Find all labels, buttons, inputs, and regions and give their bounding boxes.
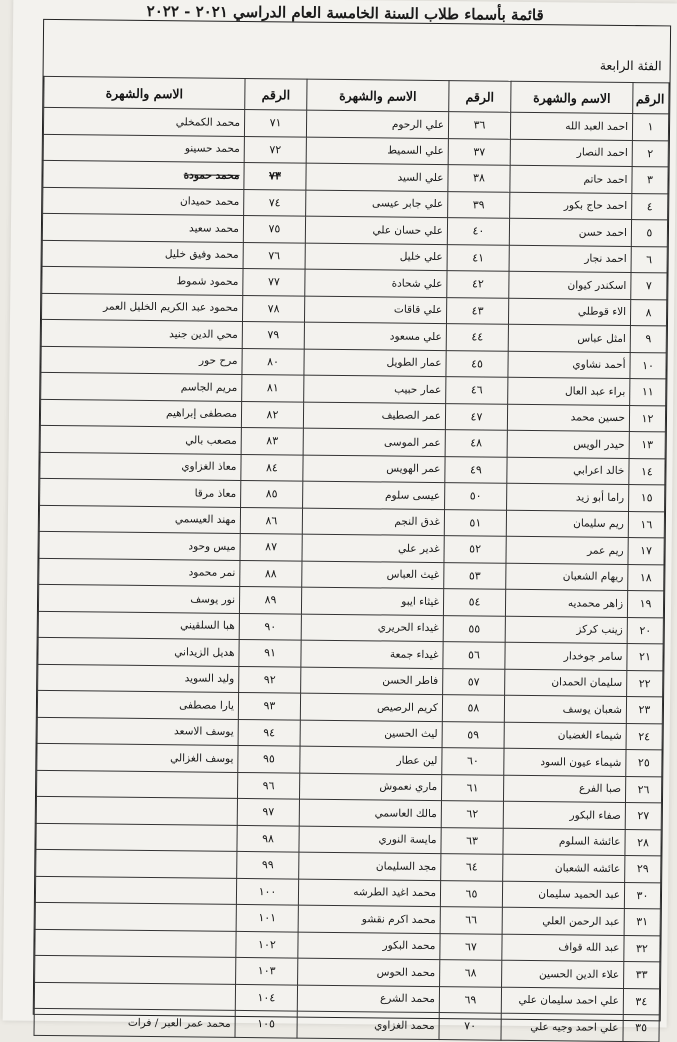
header-name: الاسم والشهرة — [511, 81, 633, 113]
student-name: علي احمد سليمان علي — [501, 987, 623, 1015]
student-name: محمد سعيد — [42, 213, 243, 242]
student-name: احمد النصار — [510, 139, 632, 167]
student-number: ٤٣ — [446, 297, 508, 324]
student-number: ٣ — [632, 167, 668, 194]
student-number: ٧٢ — [244, 136, 306, 163]
student-number: ١٠٤ — [235, 984, 297, 1011]
student-number: ١٠٣ — [236, 957, 298, 984]
student-number: ٨٤ — [241, 454, 303, 481]
student-number: ٩٠ — [239, 613, 301, 640]
student-number: ٣٣ — [624, 961, 660, 988]
student-name: علي خليل — [305, 243, 447, 271]
student-number: ٨٢ — [241, 401, 303, 428]
student-number: ٣٩ — [448, 191, 510, 218]
student-number: ٢٩ — [625, 856, 661, 883]
student-name: براء عبد العال — [508, 377, 630, 405]
student-number: ٨١ — [242, 374, 304, 401]
student-number: ١٩ — [627, 591, 663, 618]
student-number: ٤٥ — [446, 350, 508, 377]
student-name: امثل عباس — [508, 324, 630, 352]
student-number: ٦٣ — [441, 827, 503, 854]
header-number: الرقم — [633, 83, 669, 114]
student-name: أحمد نشاوي — [508, 351, 630, 379]
student-name: مجد السليمان — [299, 852, 441, 880]
student-name: احمد حاتم — [510, 165, 632, 193]
student-number: ٣٥ — [623, 1014, 659, 1041]
student-name: غيداء جمعة — [301, 640, 443, 668]
student-number: ٩٢ — [239, 666, 301, 693]
student-name: عبد الله قواف — [502, 934, 624, 962]
student-name: مرح حور — [41, 346, 242, 375]
student-number: ١٠٢ — [236, 931, 298, 958]
student-number: ١٣ — [629, 432, 665, 459]
student-name — [35, 955, 236, 984]
header-number: الرقم — [449, 81, 511, 113]
student-number: ٩٧ — [237, 798, 299, 825]
student-name: عمر الموسى — [303, 428, 445, 456]
student-name: احمد حسن — [509, 218, 631, 246]
student-name: ريم سليمان — [506, 510, 628, 538]
student-name: مايسة النوري — [299, 826, 441, 854]
student-number: ٩٦ — [237, 772, 299, 799]
student-number: ٥٨ — [442, 695, 504, 722]
student-name: فاطر الحسن — [301, 667, 443, 695]
student-name: صبا الفرع — [503, 775, 625, 803]
student-name: عائشة السلوم — [503, 828, 625, 856]
student-name: غيداء الحريري — [301, 614, 443, 642]
group-label: الفئة الرابعة — [599, 57, 662, 74]
student-number: ١٠ — [630, 352, 666, 379]
student-number: ٤٤ — [446, 324, 508, 351]
student-name — [34, 982, 235, 1011]
student-name: علي حسان علي — [305, 216, 447, 244]
student-name: زينب كركز — [505, 616, 627, 644]
student-name: علي جابر عيسى — [306, 190, 448, 218]
student-name: محمد اغيد الطرشه — [298, 879, 440, 907]
student-name — [35, 902, 236, 931]
student-name: غدق النجم — [302, 508, 444, 536]
student-number: ٢٣ — [626, 697, 662, 724]
student-name: راما أبو زيد — [507, 483, 629, 511]
student-number: ٥٣ — [444, 562, 506, 589]
student-name: محي الدين جنيد — [41, 319, 242, 348]
student-number: ٤ — [632, 193, 668, 220]
student-name: علي قاقات — [304, 296, 446, 324]
student-number: ٨ — [630, 299, 666, 326]
student-name: علي شحادة — [305, 269, 447, 297]
student-name: عمر الصطيف — [303, 402, 445, 430]
student-number: ٩٣ — [238, 692, 300, 719]
student-name: علي السيد — [306, 163, 448, 191]
student-number: ٢ — [632, 140, 668, 167]
student-name: هديل الزيداني — [38, 637, 239, 666]
student-name: غيثاء ايبو — [301, 587, 443, 615]
student-number: ٤٩ — [445, 456, 507, 483]
student-name: يوسف الاسعد — [37, 717, 238, 746]
student-number: ٥٥ — [443, 615, 505, 642]
student-number: ٦٨ — [440, 960, 502, 987]
student-name: خالد اعرابي — [507, 457, 629, 485]
student-number: ٤١ — [447, 244, 509, 271]
student-number: ٢٢ — [627, 670, 663, 697]
student-number: ٢٦ — [625, 776, 661, 803]
student-number: ٩٨ — [237, 825, 299, 852]
student-number: ٦٥ — [440, 880, 502, 907]
student-name: زاهر محمديه — [505, 589, 627, 617]
student-list-sheet — [33, 19, 671, 1035]
student-name: يارا مصطفى — [37, 690, 238, 719]
student-name: عبد الرحمن العلي — [502, 907, 624, 935]
student-number: ٧٣ — [244, 162, 306, 189]
student-name: يوسف الغزالي — [37, 743, 238, 772]
student-number: ١٤ — [629, 458, 665, 485]
student-name: محمد عمر العبر / فرات — [34, 1008, 235, 1037]
student-number: ٢٠ — [627, 617, 663, 644]
student-number: ٢٤ — [626, 723, 662, 750]
student-name: علاء الدين الحسين — [502, 960, 624, 988]
student-number: ٥٩ — [442, 721, 504, 748]
student-number: ٧٠ — [439, 1013, 501, 1040]
student-name: الاء قوطلي — [508, 298, 630, 326]
student-name: عمر الهويس — [303, 455, 445, 483]
student-number: ١٨ — [628, 564, 664, 591]
student-number: ٣٧ — [448, 138, 510, 165]
student-number: ٨٥ — [241, 480, 303, 507]
student-name: محمد الكمخلي — [43, 107, 244, 136]
student-number: ١٠٠ — [236, 878, 298, 905]
student-number: ٦٧ — [440, 933, 502, 960]
student-number: ٣٨ — [448, 165, 510, 192]
student-name: نور يوسف — [38, 584, 239, 613]
student-number: ٦٢ — [441, 801, 503, 828]
student-name — [35, 929, 236, 958]
student-number: ٣٤ — [623, 988, 659, 1015]
student-name: مريم الجاسم — [41, 372, 242, 401]
student-name: نمر محمود — [39, 558, 240, 587]
student-number: ١٧ — [628, 538, 664, 565]
student-number: ٥١ — [444, 509, 506, 536]
student-number: ٥٧ — [443, 668, 505, 695]
student-name: محمد حسينو — [43, 134, 244, 163]
student-number: ٦ — [631, 246, 667, 273]
student-name: ماري نعموش — [299, 773, 441, 801]
student-number: ١٢ — [629, 405, 665, 432]
student-number: ٤٧ — [445, 403, 507, 430]
student-name: سامر جوخدار — [505, 642, 627, 670]
student-number: ٧٩ — [242, 321, 304, 348]
student-number: ٢٧ — [625, 803, 661, 830]
student-number: ٨٧ — [240, 533, 302, 560]
student-number: ٣٢ — [624, 935, 660, 962]
student-name: حسين محمد — [507, 404, 629, 432]
student-number: ٤٢ — [447, 271, 509, 298]
student-name: احمد العبد الله — [510, 112, 632, 140]
student-number: ٧٤ — [244, 189, 306, 216]
student-number: ٣٠ — [624, 882, 660, 909]
student-number: ٣٦ — [448, 112, 510, 139]
student-number: ١ — [632, 114, 668, 141]
student-name: كريم الرصيص — [300, 693, 442, 721]
student-name: ليث الحسين — [300, 720, 442, 748]
student-table — [34, 76, 670, 1042]
student-number: ٥٠ — [445, 483, 507, 510]
student-number: ٥٢ — [444, 536, 506, 563]
student-name: عائشه الشعبان — [503, 854, 625, 882]
student-number: ١٥ — [629, 485, 665, 512]
student-name: عبد الحميد سليمان — [502, 881, 624, 909]
header-name: الاسم والشهرة — [307, 79, 449, 111]
document-page — [3, 0, 677, 1035]
student-name: احمد نجار — [509, 245, 631, 273]
student-name: مهند العيسمي — [39, 505, 240, 534]
student-number: ٧١ — [244, 109, 306, 136]
header-name: الاسم والشهرة — [44, 76, 245, 109]
student-number: ١٦ — [628, 511, 664, 538]
student-name — [35, 876, 236, 905]
student-number: ٣١ — [624, 908, 660, 935]
student-number: ٦٠ — [442, 748, 504, 775]
student-name: حيدر الويس — [507, 430, 629, 458]
student-name: عيسى سلوم — [303, 481, 445, 509]
student-number: ٧ — [631, 273, 667, 300]
student-name: محمد حميدان — [43, 187, 244, 216]
student-number: ٢١ — [627, 644, 663, 671]
student-name — [37, 770, 238, 799]
student-name: محمد البكور — [298, 932, 440, 960]
student-number: ٧٨ — [242, 295, 304, 322]
student-number: ٤٨ — [445, 430, 507, 457]
student-name: سليمان الحمدان — [505, 669, 627, 697]
header-number: الرقم — [245, 78, 307, 110]
student-number: ٩١ — [239, 639, 301, 666]
student-number: ٩٤ — [238, 719, 300, 746]
student-name: محمد حمودة — [43, 160, 244, 189]
student-number: ٨٨ — [240, 560, 302, 587]
student-number: ٧٦ — [243, 242, 305, 269]
student-name: علي الرحوم — [306, 110, 448, 138]
student-name: مصعب بالي — [40, 425, 241, 454]
student-number: ١١ — [630, 379, 666, 406]
student-name: محمد الغزاوي — [297, 1011, 439, 1039]
student-name: غيث العباس — [302, 561, 444, 589]
student-number: ١٠٥ — [235, 1010, 297, 1037]
student-number: ٧٥ — [243, 215, 305, 242]
student-name: محمود شموط — [42, 266, 243, 295]
student-name — [36, 849, 237, 878]
student-name: محمود عبد الكريم الخليل العمر — [42, 293, 243, 322]
student-name: مصطفى إبراهيم — [40, 399, 241, 428]
student-number: ٨٩ — [239, 586, 301, 613]
student-name: ريم عمر — [506, 536, 628, 564]
student-name: وليد السويد — [38, 664, 239, 693]
student-number: ٢٨ — [625, 829, 661, 856]
student-number: ٤٦ — [446, 377, 508, 404]
student-name: صفاء البكور — [503, 801, 625, 829]
student-number: ٩٩ — [237, 851, 299, 878]
student-number: ٤٠ — [447, 218, 509, 245]
student-number: ٦٤ — [441, 854, 503, 881]
student-name: لين عطار — [300, 746, 442, 774]
student-name — [36, 796, 237, 825]
student-name: اسكندر كيوان — [509, 271, 631, 299]
student-name: عمار حبيب — [304, 375, 446, 403]
student-name: عمار الطويل — [304, 349, 446, 377]
student-name: شعبان يوسف — [504, 695, 626, 723]
student-name: ريهام الشعبان — [506, 563, 628, 591]
student-name: شيماء الغضبان — [504, 722, 626, 750]
student-number: ٨٠ — [242, 348, 304, 375]
student-name: احمد حاج بكور — [510, 192, 632, 220]
student-name: ميس وحود — [39, 531, 240, 560]
table-row — [34, 1008, 659, 1041]
student-name: علي السميط — [306, 137, 448, 165]
student-name — [36, 823, 237, 852]
student-name: هبا السلقيني — [38, 611, 239, 640]
student-name: محمد وفيق خليل — [42, 240, 243, 269]
student-number: ٩ — [630, 326, 666, 353]
student-name: محمد الحوس — [298, 958, 440, 986]
student-number: ٧٧ — [243, 268, 305, 295]
student-name: معاذ مرقا — [40, 478, 241, 507]
student-name: محمد اكرم نقشو — [298, 905, 440, 933]
student-number: ٦٦ — [440, 907, 502, 934]
student-name: مالك العاسمي — [299, 799, 441, 827]
student-number: ٦٩ — [439, 986, 501, 1013]
student-number: ١٠١ — [236, 904, 298, 931]
student-name: محمد الشرع — [297, 985, 439, 1013]
student-name: علي احمد وجيه علي — [501, 1013, 623, 1041]
student-number: ٥ — [631, 220, 667, 247]
student-number: ٥٦ — [443, 642, 505, 669]
student-name: شيماء عيون السود — [504, 748, 626, 776]
student-number: ٦١ — [441, 774, 503, 801]
student-name: علي مسعود — [304, 322, 446, 350]
student-number: ٥٤ — [443, 589, 505, 616]
document-title: قائمة بأسماء طلاب السنة الخامسة العام الدراسي ٢٠٢١ - ٢٠٢٢ — [146, 1, 544, 25]
student-number: ٨٣ — [241, 427, 303, 454]
student-name: معاذ الغزاوي — [40, 452, 241, 481]
student-number: ٢٥ — [626, 750, 662, 777]
student-number: ٩٥ — [238, 745, 300, 772]
student-number: ٨٦ — [240, 507, 302, 534]
student-name: غدير علي — [302, 534, 444, 562]
